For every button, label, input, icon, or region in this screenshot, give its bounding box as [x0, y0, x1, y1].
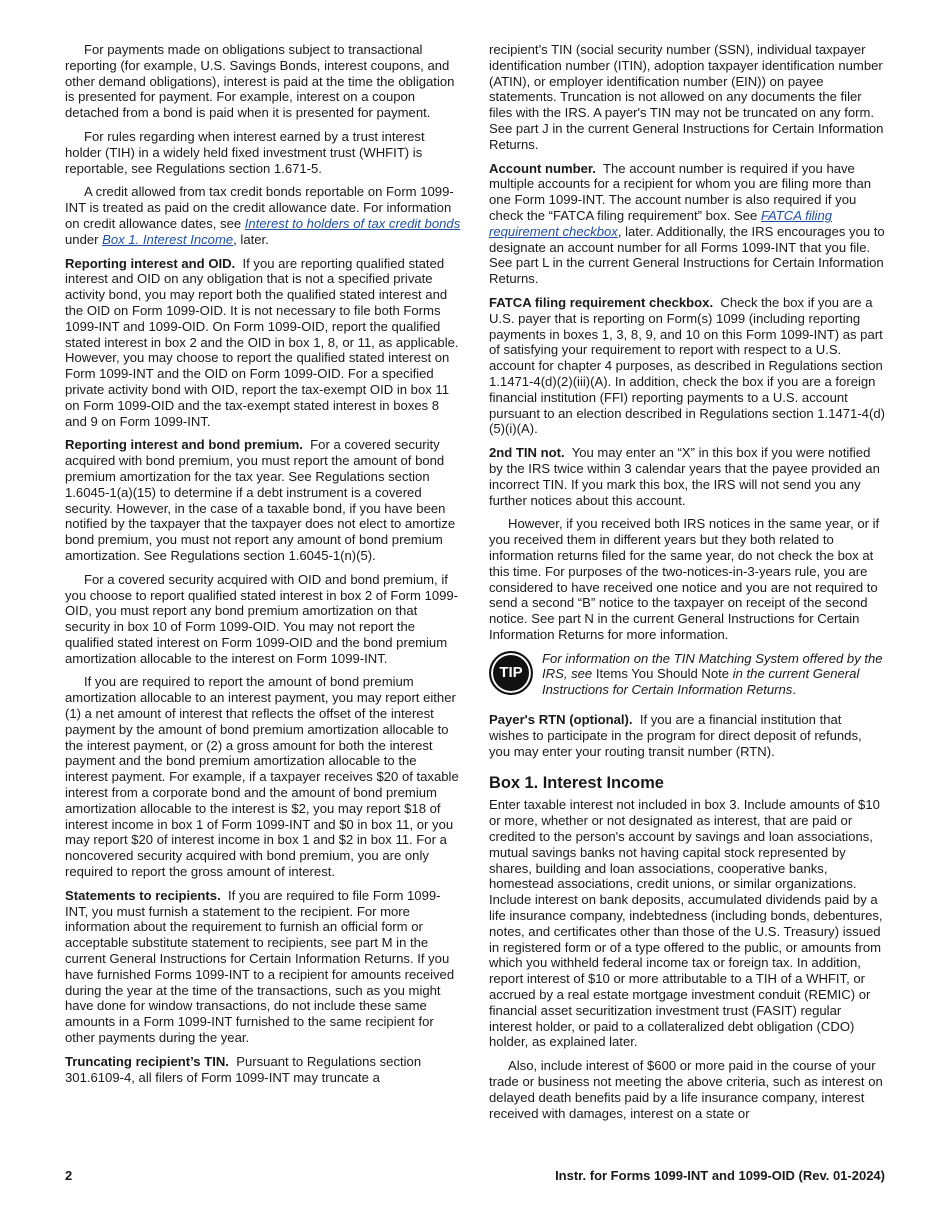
heading-2nd-tin-not: 2nd TIN not. — [489, 445, 565, 461]
left-column — [65, 42, 461, 1093]
paragraph-whfit: For rules regarding when interest earned by a trust interest holder (TIH) in a widely held fixed investment trust (WHFIT) is reportable, see Regulations section 1.671-5. — [65, 128, 425, 176]
paragraph-2nd-tin-not — [489, 445, 885, 508]
heading-payers-rtn: Payer's RTN (optional). — [489, 712, 633, 728]
text: If you are reporting qualified stated interest and OID on any obligation that is not a specified private activity bond, you may report both the qualified stated interest and the OID on Form 1099-OID. It is not necessary to file both Forms 1099-INT and 1099-OID. On Form 1099-OID, report the qualified stated interest in box 2 and the OID in box 1, 8, or 11, as applicable. However, you may choose to report the qualified stated interest on Form 1099-INT and the OID on Form 1099-OID. For a specified private activity bond with OID, report the tax-exempt OID in box 11 on Form 1099-OID and the tax-exempt stated interest in boxes 8 and 9 on Form 1099-INT. — [65, 255, 459, 429]
paragraph-truncating-tin — [65, 1054, 461, 1086]
paragraph-fatca — [489, 295, 885, 437]
text: A credit allowed from tax credit bonds reportable on Form 1099-INT is treated as paid on the credit allowance date. For information on credit allowance dates, see — [65, 184, 454, 231]
text: under — [65, 231, 99, 247]
paragraph-reporting-bond-premium — [65, 437, 461, 563]
page-number: 2 — [65, 1168, 73, 1183]
link-interest-to-holders-of-tax-credit-bonds[interactable]: Interest to holders of tax credit bonds — [244, 215, 461, 231]
text: , later. — [233, 231, 269, 247]
text: The account number is required if you have multiple accounts for a recipient for whom you are filing more than one Form 1099-INT. The account number is also required if you check the “FATCA filing requirement” box. See — [489, 160, 872, 223]
text: in the current General Instructions for Certain Information Returns — [542, 666, 860, 698]
text: . — [792, 682, 796, 698]
paragraph-tin-continued: recipient’s TIN (social security number (SSN), individual taxpayer identification number (ITIN), adoption taxpayer identification number (ATIN), or employer identification number (EIN)) on payee statements. Truncation is not allowed on any documents the filer files with the IRS. A payer's TIN may not be truncated on any form. See part J in the current General Instructions for Certain Information Returns. — [489, 42, 884, 152]
heading-reporting-bond-premium: Reporting interest and bond premium. — [65, 437, 303, 453]
text: If you are a financial institution that wishes to participate in the program for direct deposit of refunds, you may enter your routing transit number (RTN). — [489, 712, 862, 759]
link-box-1-interest-income[interactable]: Box 1. Interest Income — [102, 231, 234, 247]
paragraph-box1-600-or-more: Also, include interest of $600 or more paid in the course of your trade or business not meeting the above criteria, such as interest on delayed death benefits paid by a life insurance company, interest received with damages, interest on a state or — [489, 1058, 883, 1121]
tip-icon: TIP — [489, 651, 533, 695]
tip-text — [542, 651, 885, 698]
paragraph-two-notices: However, if you received both IRS notices in the same year, or if you received them in different years but they both related to information returns filed for the same year, do not check the box at this time. For purposes of the two-notices-in-3-years rule, you are considered to have received one notice and you are not required to send a second “B” notice to the taxpayer on receipt of the second notice. See part N in the current General Instructions for Certain Information Returns for more information. — [489, 516, 880, 642]
paragraph-account-number — [489, 161, 885, 287]
paragraph-tax-credit-bonds — [65, 184, 461, 247]
heading-account-number: Account number. — [489, 160, 596, 176]
text: If you are required to file Form 1099-INT, you must furnish a statement to the recipient. For more information about the requirement to furnish an official form or acceptable substitute statement to recipients, see part M in the current General Instructions for Certain Information Returns. If you have furnished Forms 1099-INT to a recipient for amounts received during the year at the time of the transactions, such as you might have done for window transactions, do not include these same amounts in a Form 1099-INT furnished to the same recipient for other payments during the year. — [65, 887, 455, 1046]
tip-box — [489, 651, 885, 698]
heading-fatca: FATCA filing requirement checkbox. — [489, 294, 714, 310]
heading-reporting-interest-oid: Reporting interest and OID. — [65, 255, 236, 271]
text: Pursuant to Regulations section 301.6109-4, all filers of Form 1099-INT may truncate a — [65, 1053, 422, 1085]
section-heading-box-1: Box 1. Interest Income — [489, 774, 664, 793]
text: You may enter an “X” in this box if you were notified by the IRS twice within 3 calendar years that the payee provided an incorrect TIN. If you mark this box, the IRS will not send you any further notices about this account. — [489, 445, 880, 508]
right-column — [489, 42, 885, 1129]
text: Check the box if you are a U.S. payer that is reporting on Form(s) 1099 (including reporting payments in boxes 1, 3, 8, 9, and 10 on this Form 1099-INT) as part of satisfying your requirement to report with respect to a U.S. account for chapter 4 purposes, as described in Regulations section 1.1471-4(d)(2)(iii)(A). In addition, check the box if you are a foreign financial institution (FFI) reporting payments to a U.S. account pursuant to an election described in Regulations section 1.1471-4(d)(5)(i)(A). — [489, 294, 885, 437]
paragraph-box1-taxable-interest: Enter taxable interest not included in box 3. Include amounts of $10 or more, whether or not designated as interest, that are paid or credited to the person's account by savings and loan associations, mutual savings banks not having capital stock represented by shares, building and loan associations, cooperative banks, homestead associations, credit unions, or similar organizations. Include interest on bank deposits, accumulated dividends paid by a life insurance company, indebtedness (including bonds, debentures, notes, and certificates other than those of the U.S. Treasury) issued in registered form or of a type offered to the public, or amounts from which you withheld federal income tax or foreign tax. In addition, report interest of $10 or more attributable to a TIH of a WHFIT, or accrued by a real estate mortgage investment conduit (REMIC) or financial asset securitization investment trust (FASIT) regular interest holder, or paid to a collateralized debt obligation (CDO) holder, as explained later. — [489, 797, 883, 1050]
text: For information on the TIN Matching System offered by the IRS, see — [542, 650, 883, 682]
heading-truncating-tin: Truncating recipient’s TIN. — [65, 1053, 229, 1069]
paragraph-oid-and-premium: For a covered security acquired with OID and bond premium, if you choose to report qualified stated interest in box 2 of Form 1099-OID, you must report any bond premium amortization on that security in box 10 of Form 1099-OID. You may not report the qualified stated interest on Form 1099-OID and the bond premium amortization allocable to the interest on Form 1099-INT. — [65, 571, 459, 666]
link-fatca-filing-requirement-checkbox[interactable]: FATCA filing requirement checkbox — [489, 207, 833, 239]
paragraph-payers-rtn — [489, 712, 885, 759]
text: , later. Additionally, the IRS encourages you to designate an account number for all Forms 1099-INT that you file. See part L in the current General Instructions for Certain Information Returns. — [489, 223, 885, 287]
text: Items You Should Note — [595, 666, 730, 682]
document-title-footer: Instr. for Forms 1099-INT and 1099-OID (Rev. 01-2024) — [555, 1168, 885, 1183]
heading-statements-to-recipients: Statements to recipients. — [65, 887, 221, 903]
paragraph-premium-amortization: If you are required to report the amount of bond premium amortization allocable to an interest payment, you may report either (1) a net amount of interest that reflects the offset of the interest payment by the amount of bond premium amortization allocable to the interest payment, or (2) a gross amount for both the interest payment and the bond premium amortization allocable to the interest payment. For example, if a taxpayer receives $20 of taxable interest from a corporate bond and the amount of bond premium amortization allocable to the interest is $2, you may report $18 of interest income in box 1 of Form 1099-INT and $0 in box 11, or you may report $20 of interest income in box 1 and $2 in box 11. For a noncovered security acquired with bond premium, you are only required to report the gross amount of interest. — [65, 674, 459, 880]
paragraph-transactional-reporting: For payments made on obligations subject to transactional reporting (for example, U.S. Savings Bonds, interest coupons, and other demand obligations), interest is paid at the time the obligation is presented for payment. For example, interest on a coupon detached from a bond is paid when it is presented for payment. — [65, 42, 455, 121]
text: For a covered security acquired with bond premium, you must report the amount of bond premium amortization for the tax year. See Regulations section 1.6045-1(a)(15) to determine if a debt instrument is a covered security. However, in the case of a taxable bond, if you have been notified by the taxpayer that the taxpayer does not elect to amortize bond premium, you must not report any amount of bond premium amortization. See Regulations section 1.6045-1(n)(5). — [65, 437, 456, 563]
paragraph-statements-to-recipients — [65, 888, 461, 1046]
paragraph-reporting-interest-oid — [65, 256, 461, 430]
